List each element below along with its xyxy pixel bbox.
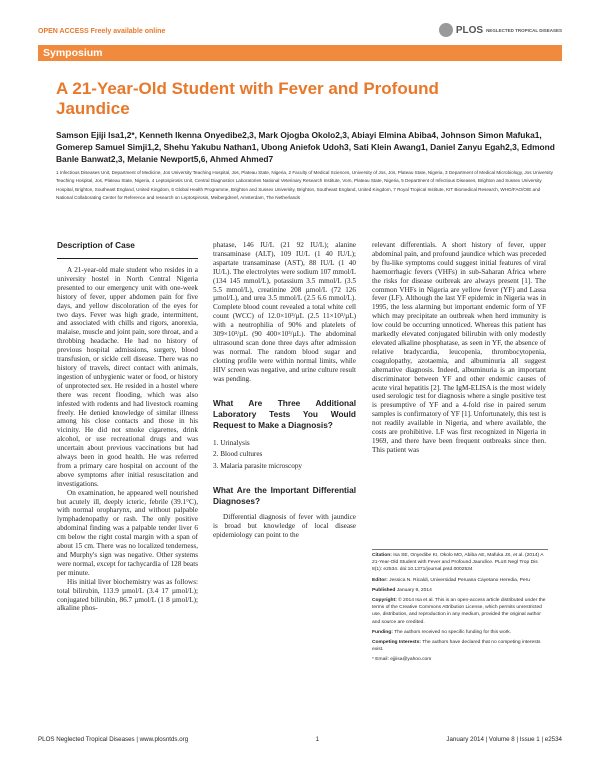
heading-differentials: What Are the Important Differential Diagnoses? — [213, 485, 356, 507]
citation-divider — [372, 549, 548, 550]
footer-issue: January 2014 | Volume 8 | Issue 1 | e2534 — [446, 736, 562, 743]
paragraph: phatase, 146 IU/L (21 92 IU/L); alanine transaminase (ALT), 109 IU/L (1 40 IU/L); aspartate transaminase (AST), 88 IU/L (1 40 IU/L). The electrolytes were sodium 107 mmol/L (134 145 mmol/L), potassium 3.5 mmol/L (3.5 5.5 mmol/L), creatinine 208 µmol/L (72 126 µmol/L), and urea 3.5 mmol/L (2.5 6.6 mmol/L). Complete blood count revealed a total white cell count (WCC) of 12.0×10³/µL (2.5 11×10³/µL) with a neutrophilia of 90% and platelets of 309×10³/µL (90 400×10³/µL). The abdominal ultrasound scan done three days after admission was normal. The random blood sugar and clotting profile were within normal limits, while HIV screen was negative, and urine culture result was pending. — [213, 241, 356, 383]
article-title: A 21-Year-Old Student with Fever and Profound Jaundice — [56, 79, 439, 118]
editor-label: Editor: — [372, 577, 388, 583]
lab-test-list — [213, 439, 356, 472]
section-band — [38, 45, 562, 61]
page-number: 1 — [315, 736, 320, 743]
column-2 — [213, 241, 356, 540]
plos-logo-icon — [439, 23, 453, 37]
list-item: 1. Urinalysis — [213, 438, 250, 447]
footer-journal[interactable]: PLOS Neglected Tropical Diseases | www.plosntds.org — [38, 736, 189, 743]
paragraph: relevant differentials. A short history of fever, upper abdominal pain, and profound jaundice which was preceded by flu-like symptoms could suggest initial features of viral haemorrhagic fevers (VHFs) in sub-Saharan Africa where the risks for disease outbreak are always present [1]. The common VHFs in Nigeria are yellow fever (YF) and Lassa fever (LF). Although the last YF epidemic in Nigeria was in 1995, the less alarming but important endemic form of YF which may precipitate an outbreak when herd immunity is low could be occurring unnoticed. Whereas this patient has markedly elevated conjugated bilirubin with only modestly elevated alkaline phosphatase, as seen in YF, the absence of relative bradycardia, leucopenia, thrombocytopenia, coagulopathy, azotaemia, and albuminuria all suggest alternative diagnosis. Indeed, albuminuria is an important discriminator between YF and other endemic causes of acute viral hepatitis [2]. The IgM-ELISA is the most widely used serologic test for diagnosis where a single positive test is presumptive of YF and a 4-fold rise in paired serum samples is confirmatory of YF [1]. Unfortunately, this test is not readily available in Nigeria, and where available, the costs are prohibitive. LF was first recognized in Nigeria in 1969, and there have been frequent outbreaks since then. This patient was — [372, 241, 546, 454]
affiliations: 1 Infectious Diseases Unit, Department of Medicine, Jos University Teaching Hospital, Jos, Plateau State, Nigeria, 2 Faculty of Medical Sciences, University of Jos, Jos, Plateau State, Nigeria, 3 Department of Medical Microbiology, Jos University Teaching Hospital, Jos, Plateau State, Nigeria, 4 Leptospirosis Unit, Central Diagnostics Laboratories National Veterinary Research Institute, Vom, Plateau State, Nigeria, 5 Department of Infectious Diseases, Brighton and Sussex University Hospital, Brighton, Southeast England, United Kingdom, 6 Global Health Programme, Brighton and Sussex University, Brighton, Southeast England, United Kingdom, 7 Royal Tropical Institute, KIT Biomedical Research, WHO/FAO/OIE and National Collaborating Center for Reference and research on Leptospirosis, Meibergdreef, Amsterdam, The Netherlands — [56, 170, 553, 201]
section-label: Symposium — [43, 47, 103, 59]
page-footer — [38, 736, 562, 743]
paragraph: On examination, he appeared well nourished but acutely ill, deeply icteric, febrile (39.1°C), with normal oropharynx, and without palpable lymphadenopathy or rash. The only positive abdominal finding was a palpable tender liver 6 cm below the right costal margin with a span of about 15 cm. There was no localized tenderness, and Murphy's sign was negative. Other systems were normal, except for tachycardia of 128 beats per minute. — [57, 488, 198, 577]
list-item: 2. Blood cultures — [213, 450, 263, 459]
brand: PLOS — [455, 24, 484, 36]
citation-text: Isa SE, Onyedibe KI, Okolo MO, Abiba AE, Mafuka JS, et al. (2014) A 21-Year-Old Student with Fever and Profound Jaundice. PLoS Negl Trop Dis 8(1): e2534. doi:10.1371/journal.pntd.0002534 — [372, 553, 544, 573]
copyright-text: © 2014 Isa et al. This is an open-access article distributed under the terms of the Creative Commons Attribution License, which permits unrestricted use, distribution, and reproduction in any medium, provided the original author and source are credited. — [372, 598, 546, 625]
citation-box — [372, 552, 548, 667]
competing-label: Competing Interests: — [372, 640, 421, 646]
funding-label: Funding: — [372, 629, 393, 635]
copyright-label: Copyright: — [372, 598, 397, 604]
funding-text: The authors received no specific funding for this work. — [394, 629, 512, 635]
open-access-label: OPEN ACCESS Freely available online — [38, 28, 166, 35]
email[interactable]: * Email: ejjiisa@yahoo.com — [372, 657, 432, 663]
paragraph: A 21-year-old male student who resides in a university hostel in North Central Nigeria presented to our emergency unit with one-week history of fever, upper abdomen pain for five days, and yellow discoloration of the eyes for two days. Fever was high grade, intermittent, and associated with chills and rigors, anorexia, malaise, muscle and joint pain, sore throat, and a throbbing headache. He had no history of previous hospital admissions, surgery, blood transfusion, or sickle cell disease. There was no history of travels, direct contact with animals, ingestion of unhygienic water or food, or history of unprotected sex. He resided in a hostel where there was recent flooding, which was also infested with rodents and had livestock roaming freely. He denied knowledge of similar illness among his close contacts and those in his vicinity. He did not smoke cigarettes, drink alcohol, or use recreational drugs and was uncertain about previous vaccinations but had always been in good health. He was referred from a primary care hospital on account of the above symptoms after initial resuscitation and investigations. — [57, 266, 198, 488]
brand-sub: NEGLECTED TROPICAL DISEASES — [486, 27, 562, 33]
published-date: January 9, 2014 — [396, 587, 432, 593]
paragraph: Differential diagnosis of fever with jaundice is broad but knowledge of local disease epidemiology can point to the — [213, 513, 356, 540]
published-label: Published — [372, 587, 396, 593]
heading-lab-tests: What Are Three Additional Laboratory Tests You Would Request to Make a Diagnosis? — [213, 397, 356, 430]
paragraph: His initial liver biochemistry was as follows: total bilirubin, 113.9 µmol/L (3.4 17 µmol/L); conjugated bilirubin, 86.7 µmol/L (1 8 µmol/L); alkaline phos- — [57, 577, 198, 613]
author-list: Samson Ejiji Isa1,2*, Kenneth Ikenna Onyedibe2,3, Mark Ojogba Okolo2,3, Abiayi Elmina Abiba4, Johnson Simon Mafuka1, Gomerep Samuel Simji1,2, Shehu Yakubu Nathan1, Ubong Aniefok Udoh3, Sati Klein Awang1, Daniel Zanyu Egah2,3, Edmond Banle Banwat2,3, Melanie Newport5,6, Ahmed Ahmed7 — [56, 130, 555, 164]
list-item: 3. Malaria parasite microscopy — [213, 462, 303, 471]
citation-label: Citation: — [372, 553, 392, 558]
competing-text: The authors have declared that no competing interests exist. — [372, 640, 541, 653]
heading-rule — [57, 258, 198, 259]
journal-logo — [439, 23, 562, 37]
heading-description: Description of Case — [57, 240, 135, 250]
column-3 — [372, 241, 546, 455]
column-1 — [57, 266, 198, 613]
editor-text: Jessica N. Ricaldi, Universidad Peruana Cayetano Heredia, Peru — [389, 577, 530, 583]
